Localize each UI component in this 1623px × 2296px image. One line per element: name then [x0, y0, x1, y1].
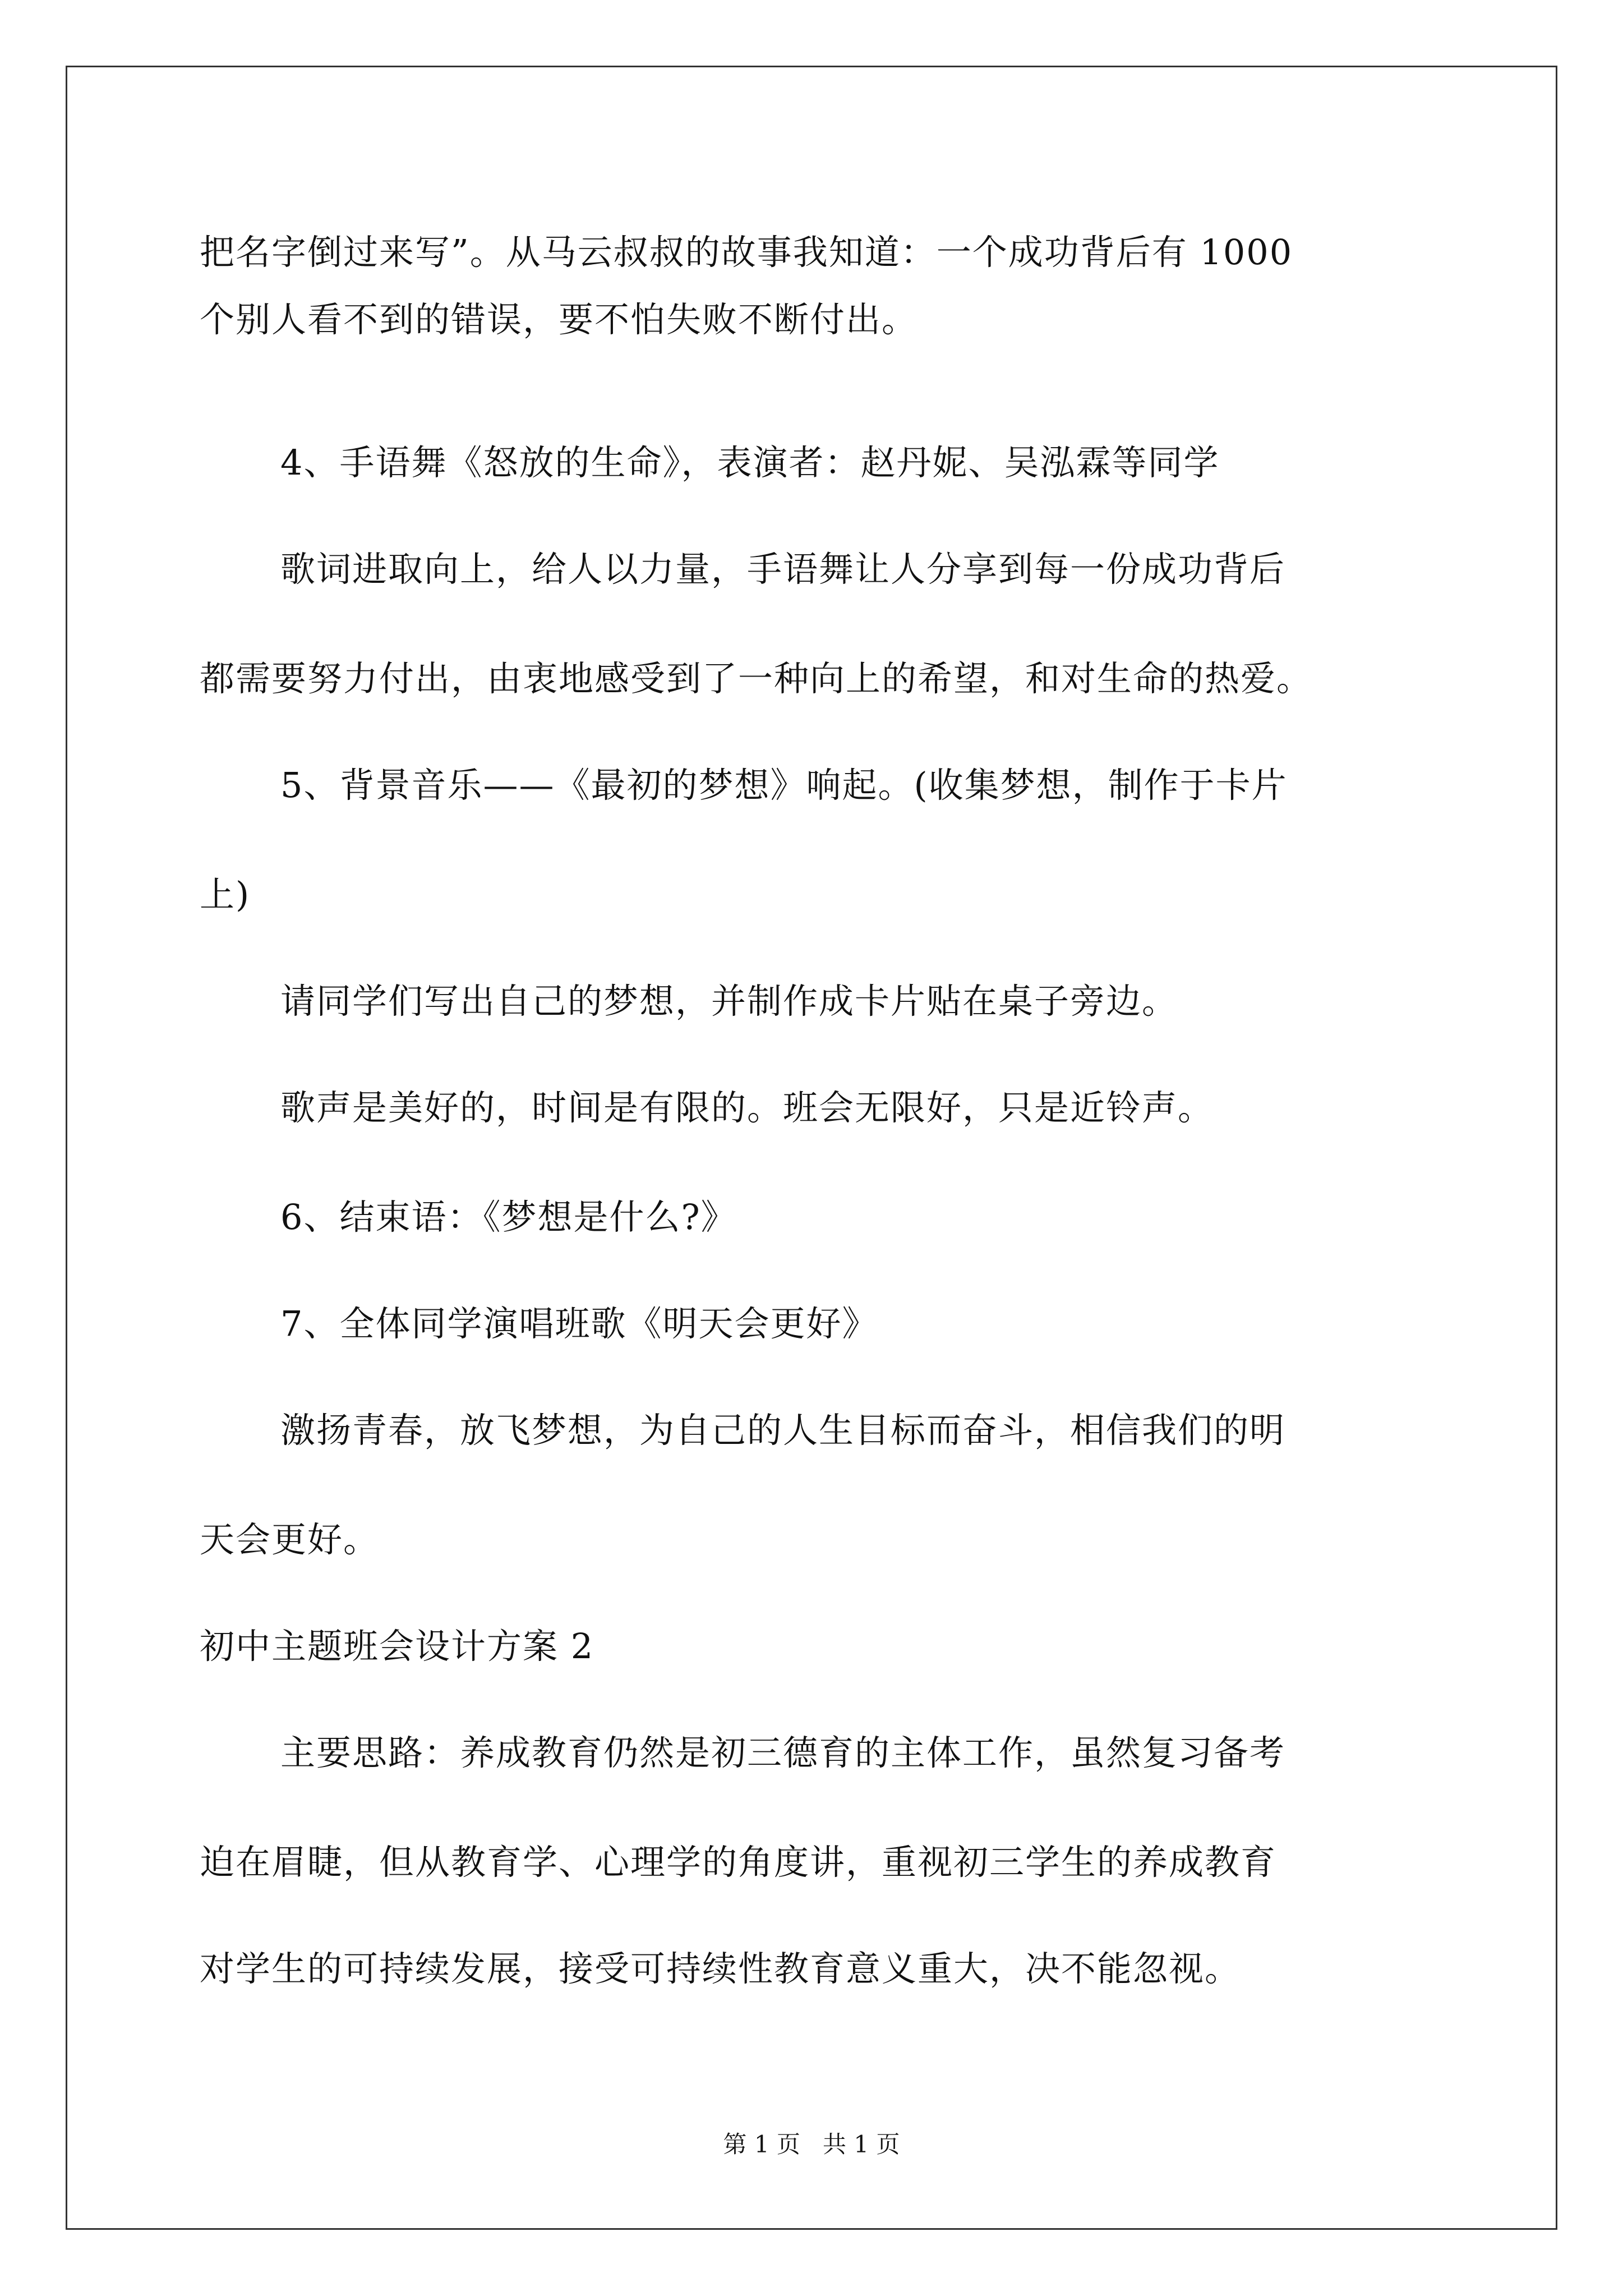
text-line: 4、手语舞《怒放的生命》，表演者：赵丹妮、吴泓霖等同学 — [280, 442, 1220, 483]
text-line: 歌词进取向上，给人以力量，手语舞让人分享到每一份成功背后 — [280, 549, 1286, 590]
text-line: 激扬青春，放飞梦想，为自己的人生目标而奋斗，相信我们的明 — [280, 1410, 1286, 1451]
page-border — [66, 66, 1557, 2230]
text-line: 5、背景音乐——《最初的梦想》响起。(收集梦想，制作于卡片 — [280, 765, 1288, 806]
text-line: 个别人看不到的错误，要不怕失败不断付出。 — [200, 299, 918, 340]
text-line: 7、全体同学演唱班歌《明天会更好》 — [280, 1303, 878, 1344]
section-heading: 初中主题班会设计方案 2 — [200, 1626, 594, 1667]
text-line: 6、结束语：《梦想是什么?》 — [280, 1197, 737, 1237]
text-line: 上) — [200, 874, 251, 915]
text-line: 迫在眉睫，但从教育学、心理学的角度讲，重视初三学生的养成教育 — [200, 1842, 1277, 1883]
text-line: 都需要努力付出，由衷地感受到了一种向上的希望，和对生命的热爱。 — [200, 658, 1313, 699]
text-line: 把名字倒过来写”。从马云叔叔的故事我知道：一个成功背后有 1000 — [200, 232, 1293, 273]
text-line: 请同学们写出自己的梦想，并制作成卡片贴在桌子旁边。 — [280, 981, 1178, 1022]
text-line: 主要思路：养成教育仍然是初三德育的主体工作，虽然复习备考 — [280, 1732, 1286, 1773]
text-line: 对学生的可持续发展，接受可持续性教育意义重大，决不能忽视。 — [200, 1948, 1241, 1989]
page-footer: 第 1 页 共 1 页 — [723, 2131, 900, 2158]
text-line: 天会更好。 — [200, 1519, 380, 1560]
text-line: 歌声是美好的，时间是有限的。班会无限好，只是近铃声。 — [280, 1087, 1214, 1128]
